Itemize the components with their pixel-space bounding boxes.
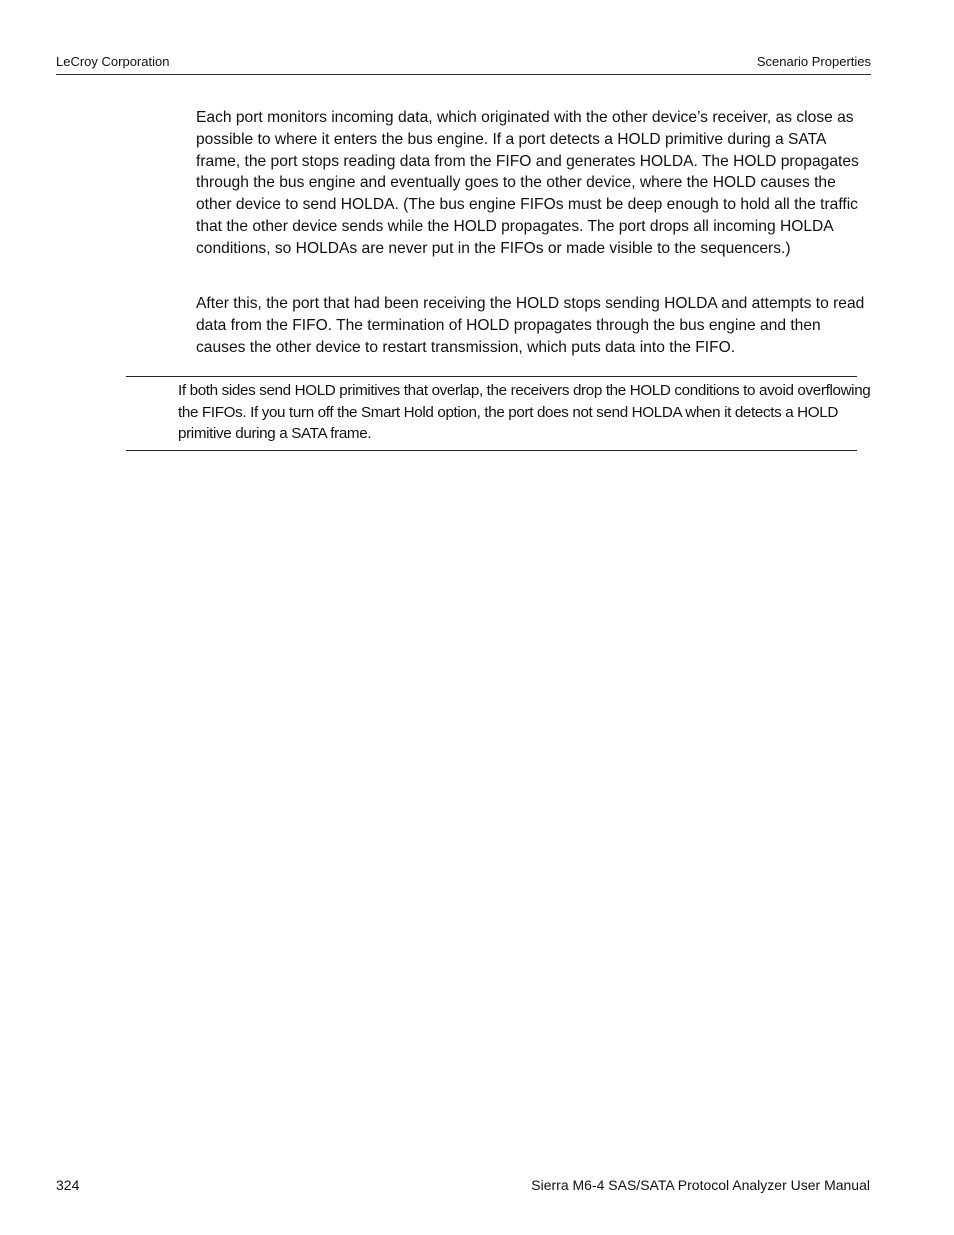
manual-title: Sierra M6-4 SAS/SATA Protocol Analyzer User Manual	[531, 1177, 870, 1193]
page-number: 324	[56, 1177, 80, 1193]
header-company: LeCroy Corporation	[56, 54, 170, 69]
note-text: If both sides send HOLD primitives that overlap, the receivers drop the HOLD conditions to avoid overflowing the FIFOs. If you turn off the Smart Hold option, the port does not send HOLDA when it detects a HOLD primitive during a SATA frame.	[178, 382, 871, 443]
body-paragraph: Each port monitors incoming data, which originated with the other device’s receiver, as close as possible to where it enters the bus engine. If a port detects a HOLD primitive during a SATA frame, the port stops reading data from the FIFO and generates HOLDA. The HOLD propagates through the bus engine and eventually goes to the other device, where the HOLD causes the other device to send HOLDA. (The bus engine FIFOs must be deep enough to hold all the traffic that the other device sends while the HOLD propagates. The port drops all incoming HOLDA conditions, so HOLDAs are never put in the FIFOs or made visible to the sequencers.)	[196, 109, 859, 257]
note-box	[126, 376, 871, 451]
body-paragraph: After this, the port that had been receiving the HOLD stops sending HOLDA and attempts to read data from the FIFO. The termination of HOLD propagates through the bus engine and then causes the other device to restart transmission, which puts data into the FIFO.	[196, 295, 865, 356]
page-header	[56, 52, 871, 75]
header-section-title: Scenario Properties	[756, 54, 871, 69]
